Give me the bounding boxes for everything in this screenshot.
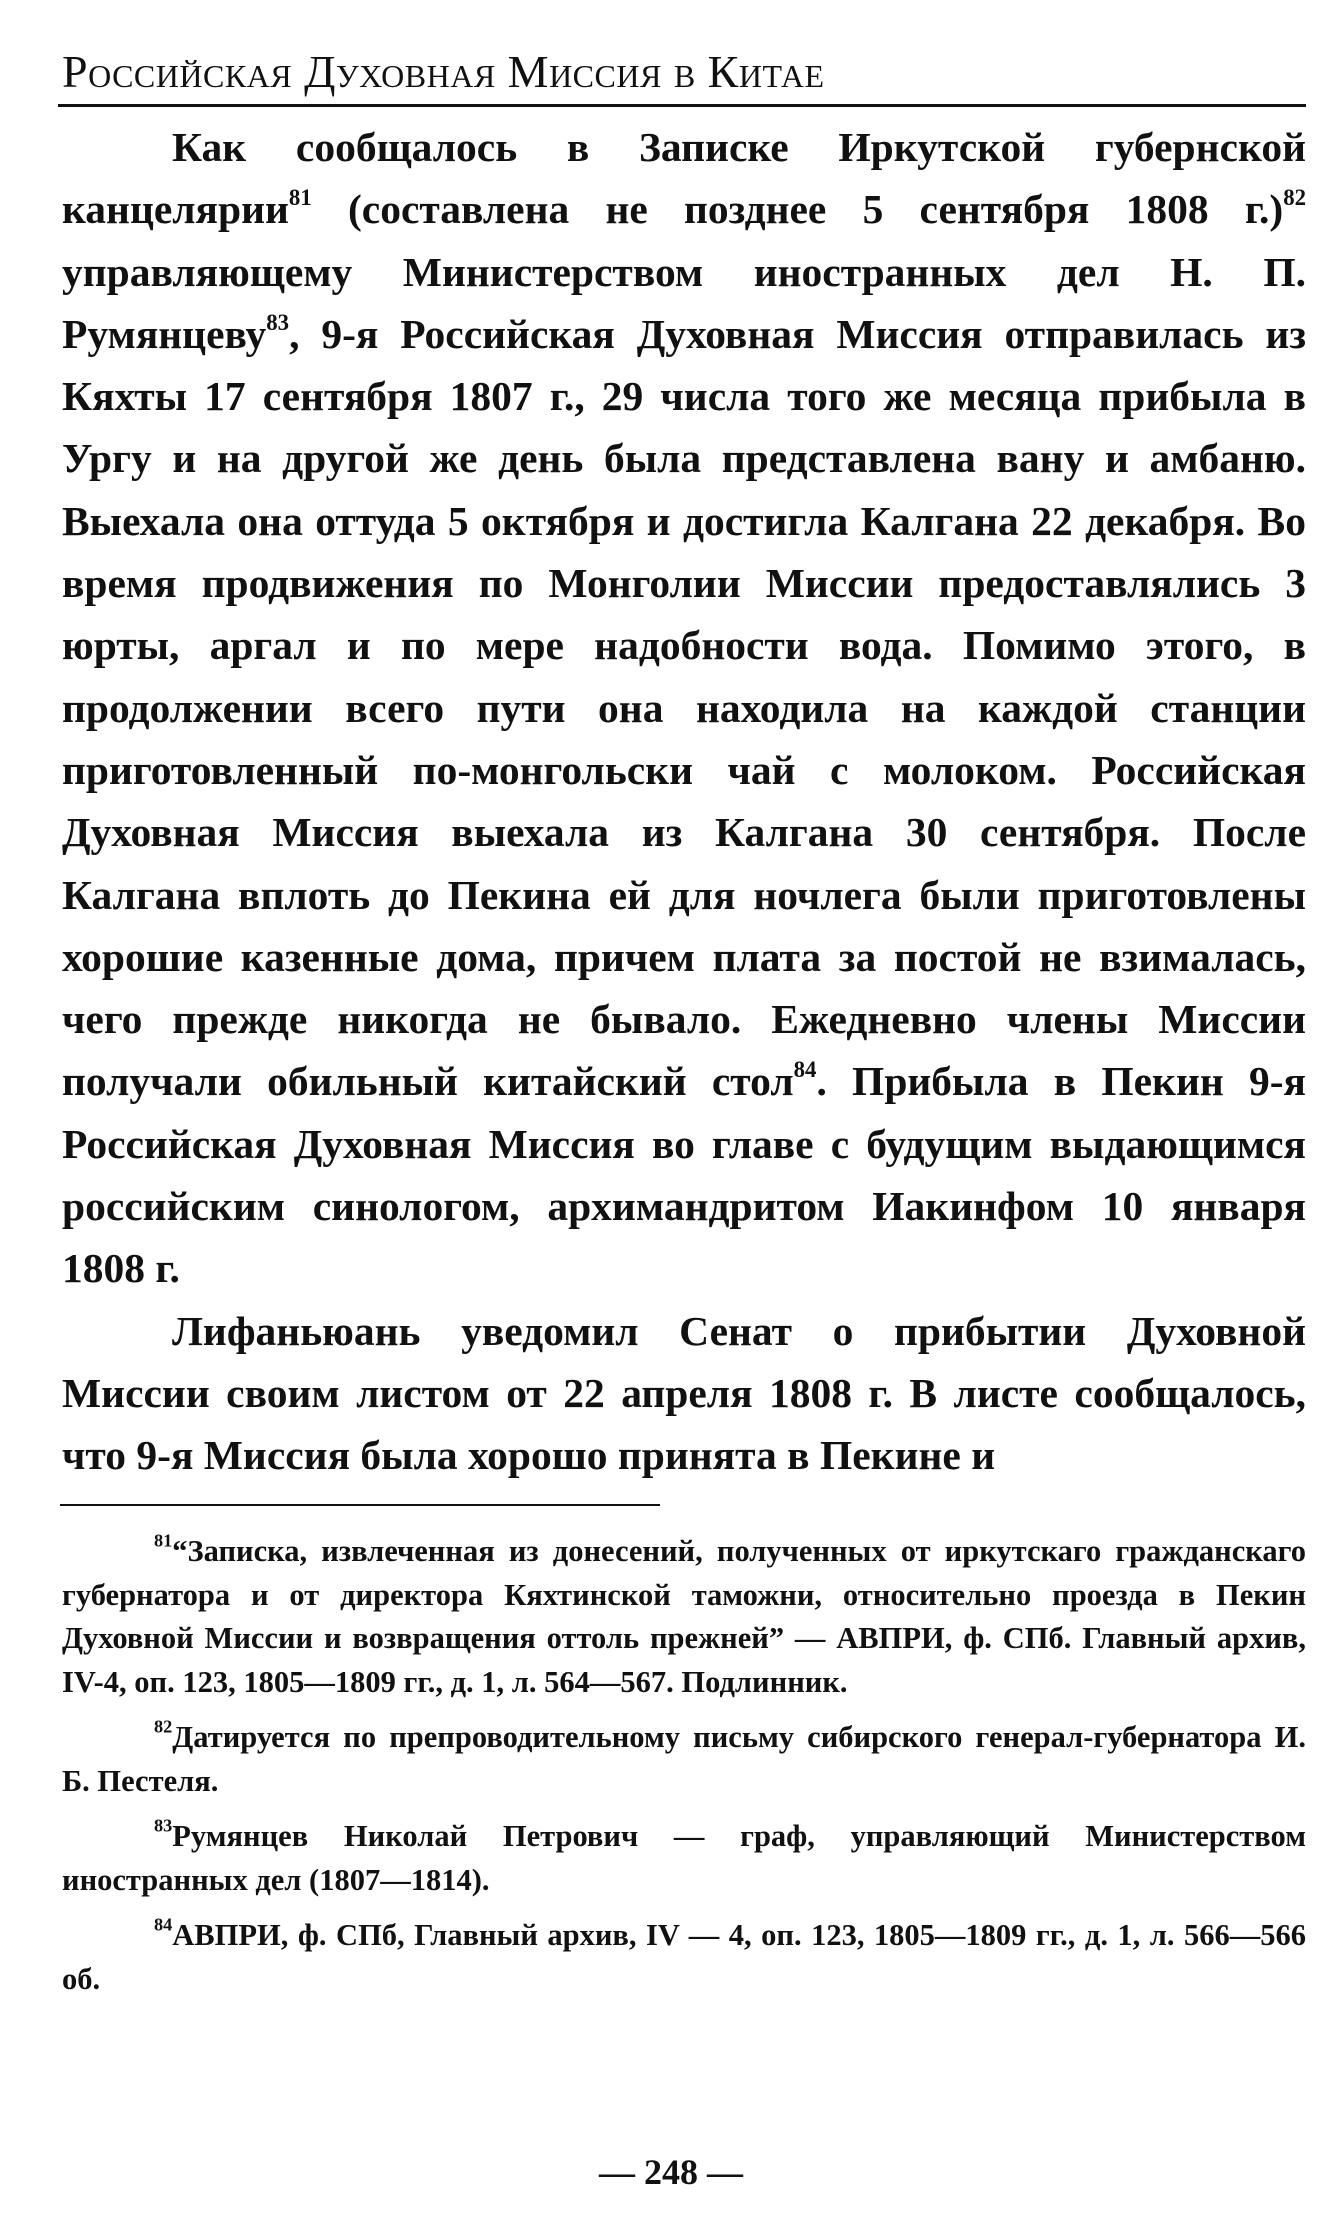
footnote-ref-81: 81 bbox=[288, 185, 312, 211]
running-head-title: Российская Духовная Миссия в Китае bbox=[62, 46, 825, 97]
footnote-81 bbox=[62, 1530, 1306, 1704]
footnote-number: 82 bbox=[154, 1716, 173, 1737]
footnote-83 bbox=[62, 1815, 1306, 1902]
page-number: — 248 — bbox=[599, 2152, 743, 2192]
paragraph-1 bbox=[62, 116, 1306, 1300]
footnote-ref-83: 83 bbox=[266, 309, 290, 335]
header-rule bbox=[58, 104, 1306, 107]
footnote-number: 81 bbox=[154, 1530, 173, 1551]
footnotes bbox=[62, 1530, 1306, 2013]
footnote-ref-82: 82 bbox=[1283, 185, 1306, 211]
footnote-text: “Записка, извлеченная из донесений, полученных от иркутскаго гражданскаго губернатора и от директора Кяхтинской таможни, относительно проезда в Пекин Духовной Миссии и возвращения оттоль прежней” — АВПРИ, ф. СПб. Главный архив, IV-4, оп. 123, 1805—1809 гг., д. 1, л. 564—567. Подлинник. bbox=[62, 1534, 1306, 1699]
footnote-ref-84: 84 bbox=[793, 1057, 817, 1083]
footnote-text: Датируется по препроводительному письму сибирского генерал-губернатора И. Б. Пестеля. bbox=[62, 1720, 1306, 1798]
paragraph-1-part-3: управляющему Министерством иностранных дел Н. П. Румянцеву bbox=[62, 248, 1306, 357]
paragraph-1-part-5: . Прибыла в Пекин 9-я Российская Духовная Миссия во главе с будущим выдающимся российским синологом, архимандритом Иакинфом 10 января 1808 г. bbox=[62, 1058, 1306, 1292]
footnote-84 bbox=[62, 1914, 1306, 2001]
footnote-82 bbox=[62, 1716, 1306, 1803]
footnote-separator bbox=[60, 1504, 660, 1506]
footnote-number: 83 bbox=[154, 1815, 173, 1836]
paragraph-2: Лифаньюань уведомил Сенат о прибытии Духовной Миссии своим листом от 22 апреля 1808 г. В листе сообщалось, что 9-я Миссия была хорошо принята в Пекине и bbox=[62, 1307, 1306, 1479]
paragraph-1-part-1: Как сообщалось в Записке Иркутской губернской канцелярии bbox=[62, 124, 1306, 233]
main-text bbox=[62, 116, 1306, 1487]
footnote-text: Румянцев Николай Петрович — граф, управляющий Министерством иностранных дел (1807—1814). bbox=[62, 1819, 1306, 1897]
paragraph-1-part-4: , 9-я Российская Духовная Миссия отправилась из Кяхты 17 сентября 1807 г., 29 числа того же месяца прибыла в Ургу и на другой же день была представлена вану и амбаню. Выехала она оттуда 5 октября и достигла Калгана 22 декабря. Во время продвижения по Монголии Миссии предоставлялись 3 юрты, аргал и по мере надобности вода. Помимо этого, в продолжении всего пути она находила на каждой станции приготовленный по-монгольски чай с молоком. Российская Духовная Миссия выехала из Калгана 30 сентября. После Калгана вплоть до Пекина ей для ночлега были приготовлены хорошие казенные дома, причем плата за постой не взималась, чего прежде никогда не бывало. Ежедневно члены Миссии получали обильный китайский стол bbox=[62, 310, 1306, 1105]
footnote-text: АВПРИ, ф. СПб, Главный архив, IV — 4, оп. 123, 1805—1809 гг., д. 1, л. 566—566 об. bbox=[62, 1918, 1306, 1996]
footnote-number: 84 bbox=[154, 1914, 173, 1935]
paragraph-1-part-2: (составлена не позднее 5 сентября 1808 г.) bbox=[311, 186, 1284, 233]
